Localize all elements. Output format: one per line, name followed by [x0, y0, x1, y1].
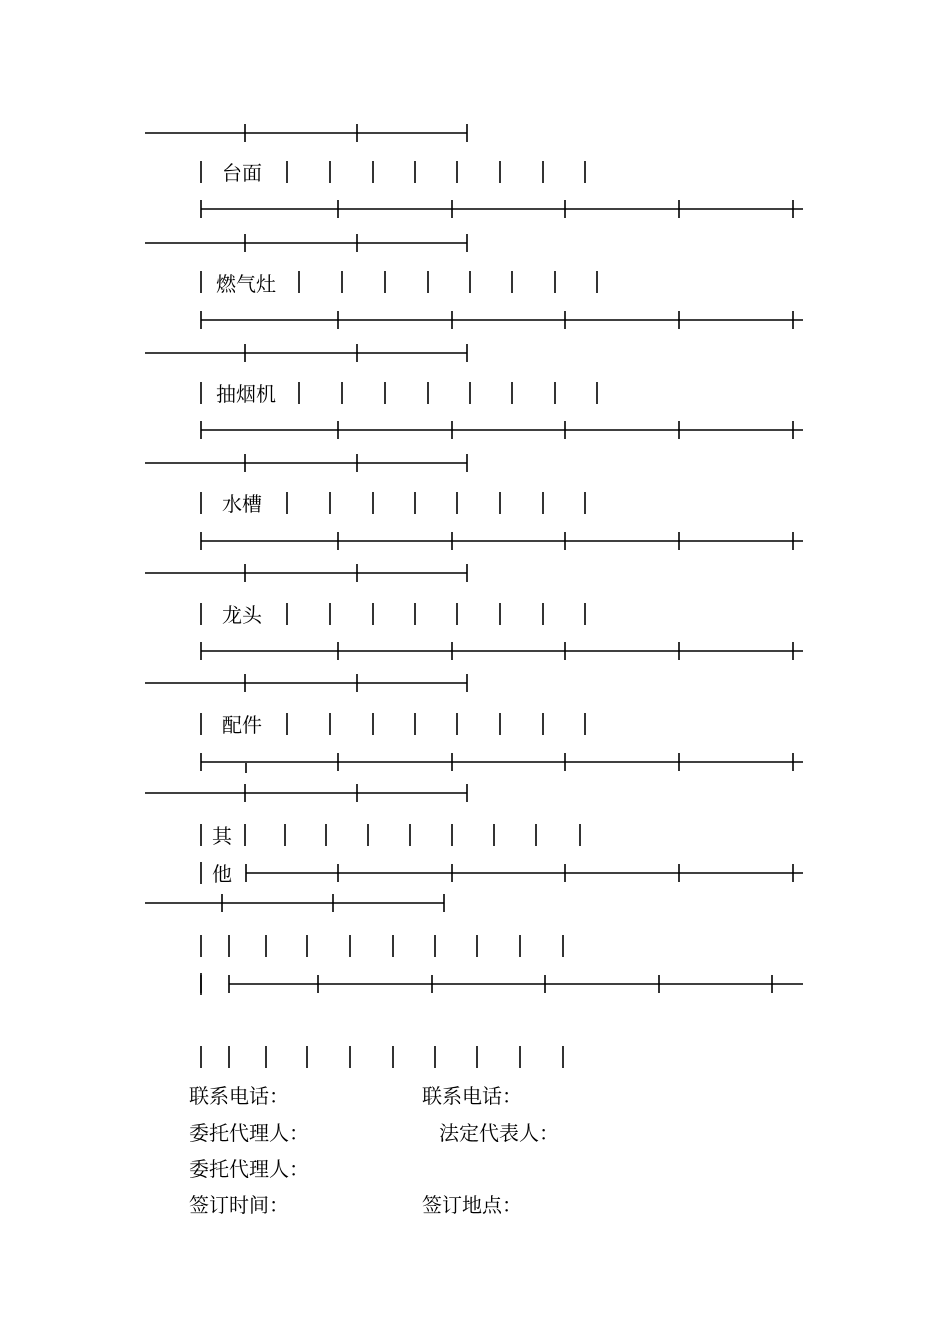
row-label-range-hood: 抽烟机 — [216, 382, 276, 406]
sign-place-label: 签订地点： — [422, 1193, 522, 1217]
row-label-sink: 水槽 — [222, 492, 262, 516]
row-label-faucet: 龙头 — [222, 603, 262, 627]
party-a-agent-label-2: 委托代理人： — [189, 1157, 309, 1181]
row-label-countertop: 台面 — [222, 161, 262, 185]
party-b-legal-rep-label: 法定代表人： — [439, 1121, 559, 1145]
row-label-fittings: 配件 — [222, 713, 262, 737]
party-b-phone-label: 联系电话： — [422, 1084, 522, 1108]
party-a-agent-label: 委托代理人： — [189, 1121, 309, 1145]
row-label-other-line1: 其 — [212, 824, 232, 848]
row-label-gas-stove: 燃气灶 — [216, 272, 276, 296]
party-a-phone-label: 联系电话： — [189, 1084, 289, 1108]
sign-time-label: 签订时间： — [189, 1193, 289, 1217]
row-label-other-line2: 他 — [212, 862, 232, 886]
